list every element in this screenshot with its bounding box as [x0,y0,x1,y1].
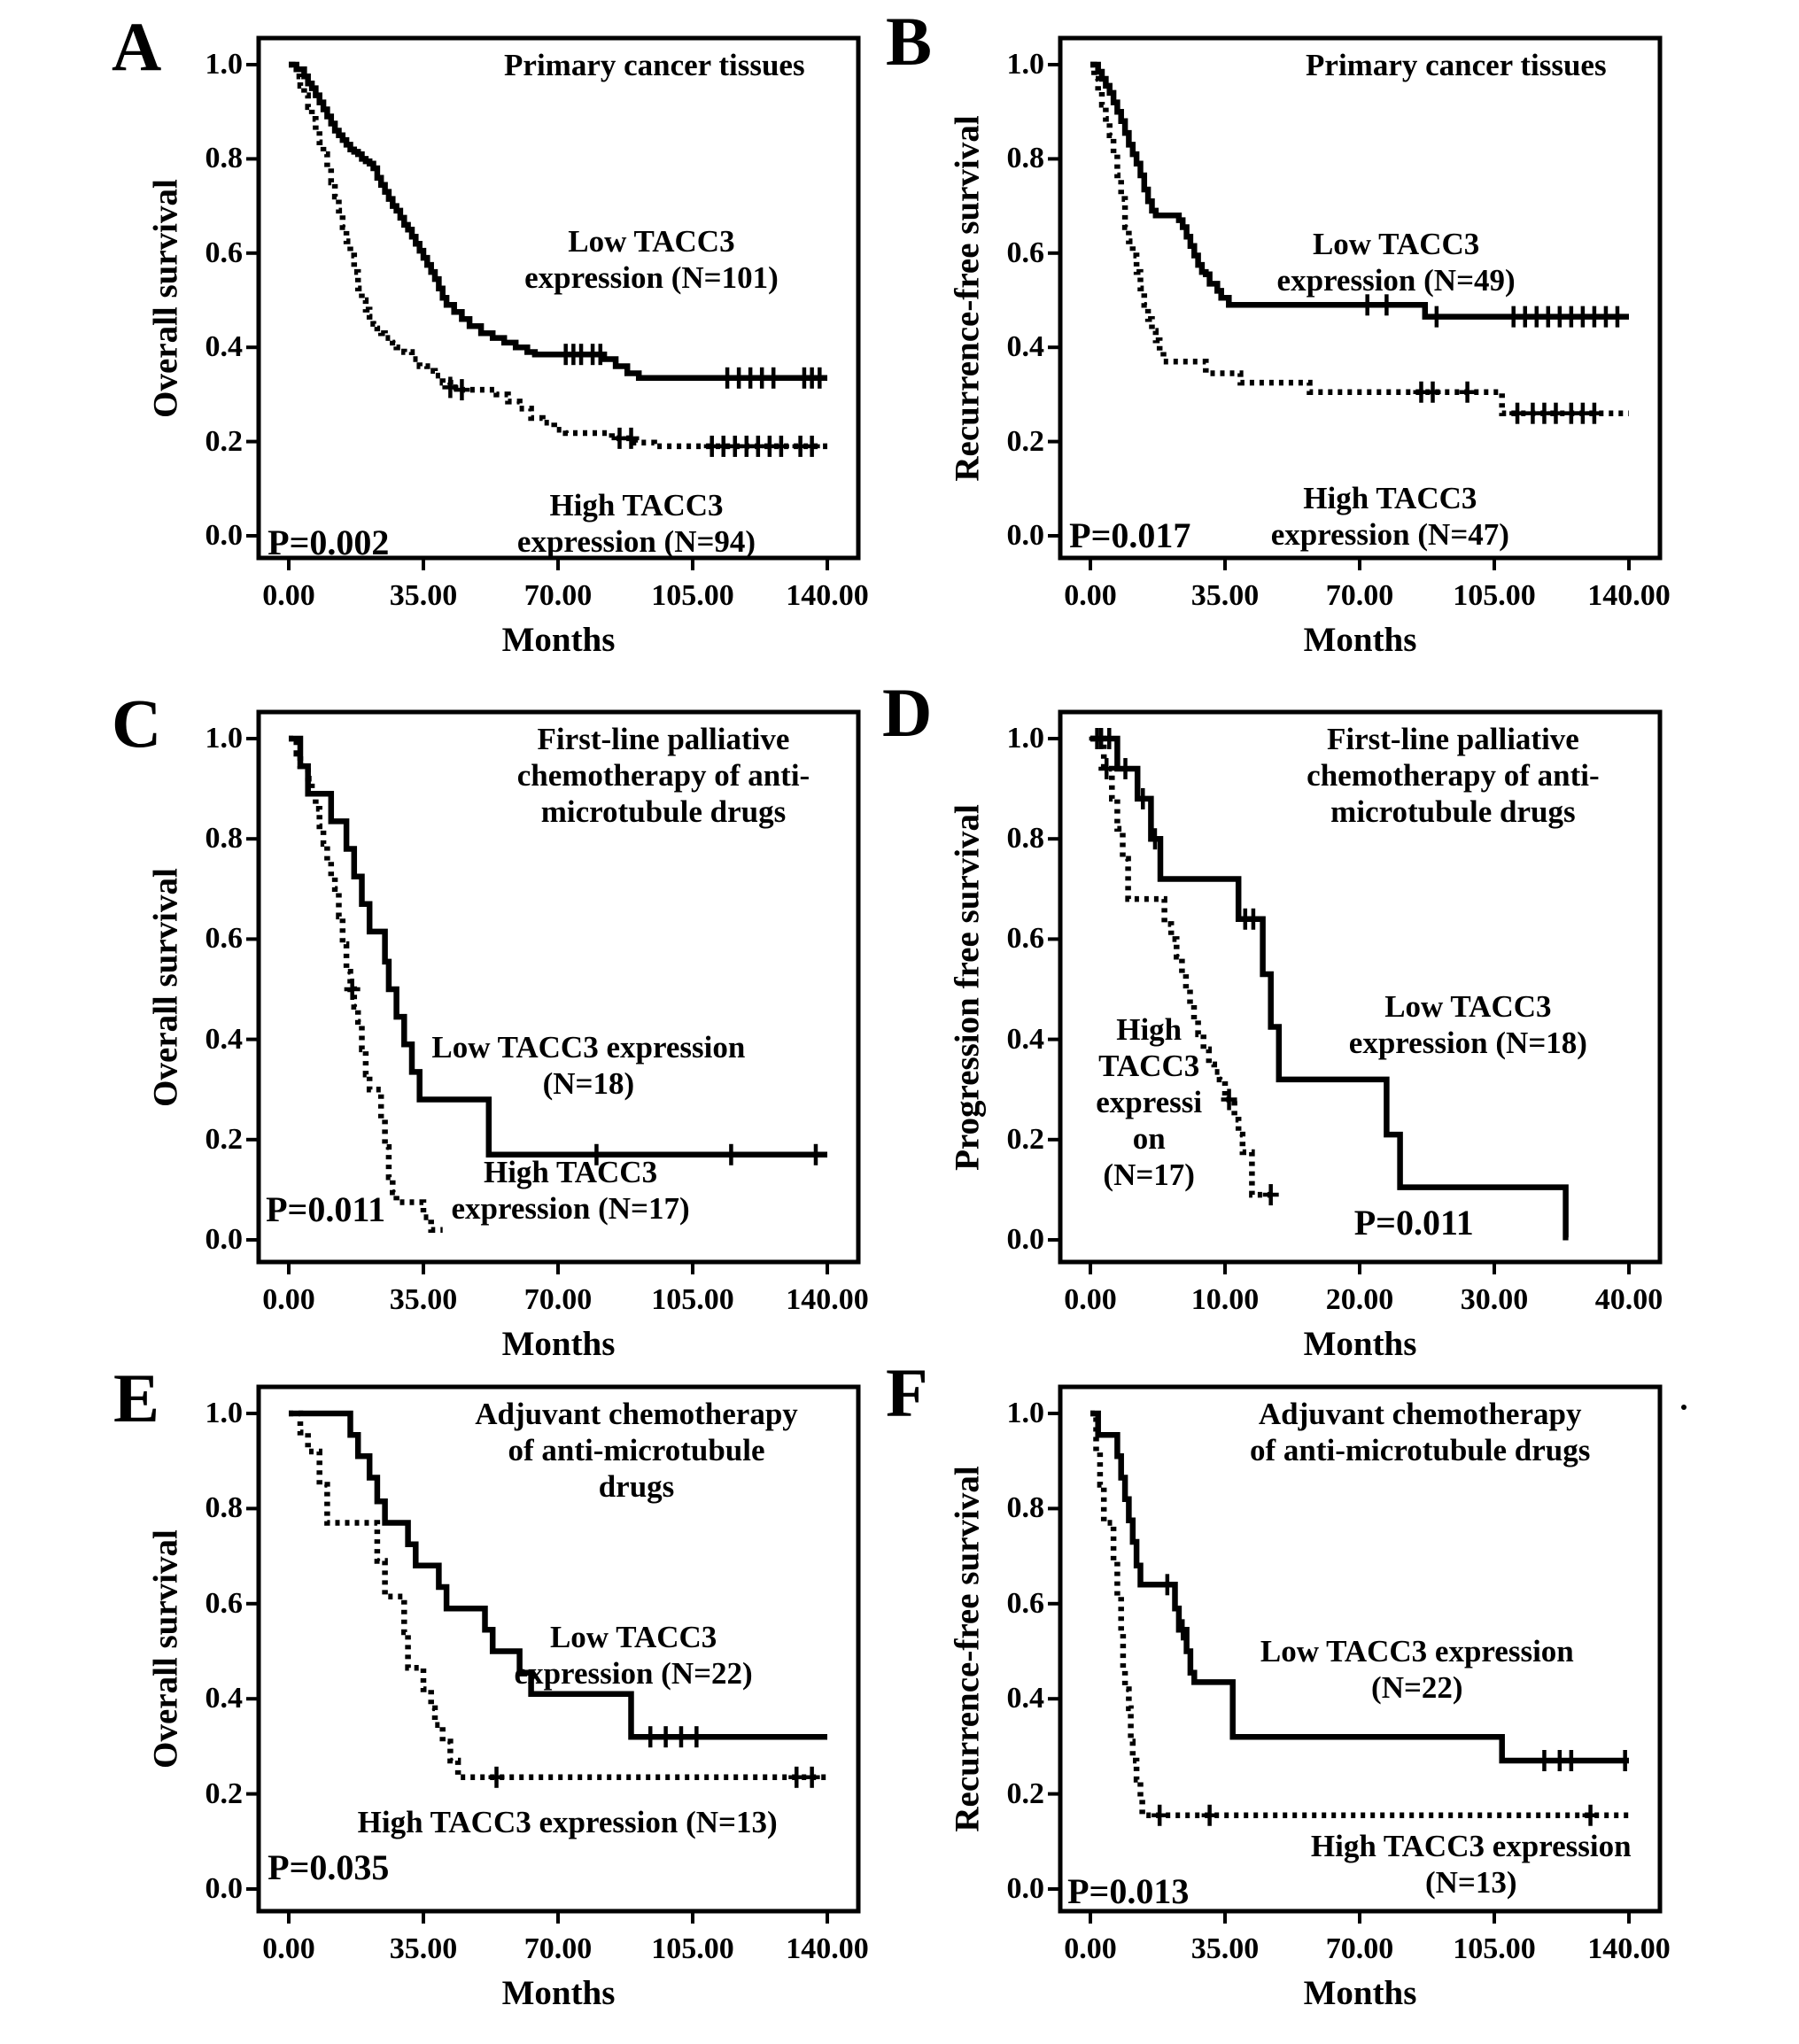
legend-low-tacc3-b-line: expression (N=49) [1276,262,1516,298]
y-tick-label-e-1.0: 1.0 [205,1397,243,1429]
chart-title-a [504,47,805,83]
chart-title-d-line: microtubule drugs [1330,794,1576,829]
y-tick-label-a-1.0: 1.0 [205,48,243,81]
legend-low-tacc3-e [515,1619,753,1692]
legend-low-tacc3-a-line: expression (N=101) [524,260,779,295]
x-tick-label-c-70.00: 70.00 [523,1283,593,1316]
legend-low-tacc3-a-line: Low TACC3 [568,224,735,259]
y-tick-label-c-0.0: 0.0 [205,1223,243,1256]
y-tick-label-b-1.0: 1.0 [1006,48,1044,81]
y-axis-title-a: Overall survival [146,178,185,418]
y-tick-label-a-0.8: 0.8 [205,142,243,175]
y-tick-label-e-0.8: 0.8 [205,1491,243,1525]
y-tick-label-e-0.0: 0.0 [205,1872,243,1905]
x-tick-label-b-140.00: 140.00 [1587,579,1671,612]
x-tick-label-d-20.00: 20.00 [1325,1283,1394,1316]
y-tick-label-b-0.0: 0.0 [1006,519,1044,552]
panel-letter-c: C [112,685,162,762]
panel-letter-d: D [882,674,933,751]
panel-letter-a: A [112,8,162,85]
y-axis-title-e: Overall survival [146,1529,185,1769]
x-tick-label-e-140.00: 140.00 [786,1932,869,1965]
p-value-label-b: P=0.017 [1069,515,1191,555]
chart-title-e-line: drugs [598,1468,675,1504]
legend-low-tacc3-b [1277,226,1516,298]
chart-title-c-line: First-line palliative [537,721,790,756]
chart-title-f-line: of anti-microtubule drugs [1250,1432,1591,1467]
legend-high-tacc3-d-line: expressi [1096,1084,1203,1119]
x-tick-label-b-70.00: 70.00 [1325,579,1394,612]
x-tick-label-a-70.00: 70.00 [523,579,593,612]
chart-title-b-line: Primary cancer tissues [1306,47,1607,82]
legend-high-tacc3-d-line: on [1132,1120,1166,1156]
legend-high-tacc3-f [1311,1828,1632,1901]
panel-letter-e: E [113,1359,160,1436]
y-axis-title-c: Overall survival [146,867,185,1107]
legend-high-tacc3-c-line: High TACC3 [483,1155,658,1190]
legend-low-tacc3-e-line: expression (N=22) [514,1655,753,1691]
panel-letter-f: F [886,1354,928,1431]
survival-curve-high-tacc3-f [1090,1413,1629,1816]
legend-low-tacc3-f-line: Low TACC3 expression [1260,1634,1574,1668]
y-tick-label-e-0.2: 0.2 [205,1777,243,1810]
x-tick-label-b-35.00: 35.00 [1190,579,1260,612]
x-tick-label-b-0.00: 0.00 [1064,579,1117,612]
legend-low-tacc3-d [1349,988,1587,1061]
legend-high-tacc3-a-line: High TACC3 [549,487,724,523]
legend-low-tacc3-b-line: Low TACC3 [1312,226,1480,261]
y-tick-label-d-0.0: 0.0 [1006,1223,1044,1256]
x-tick-label-c-35.00: 35.00 [389,1283,458,1316]
p-value-label-c: P=0.011 [266,1189,386,1230]
x-tick-label-e-0.00: 0.00 [262,1932,315,1965]
legend-high-tacc3-e [358,1804,778,1840]
p-value-label-e: P=0.035 [268,1847,390,1887]
y-tick-label-a-0.0: 0.0 [205,519,243,552]
y-tick-label-b-0.2: 0.2 [1006,424,1044,458]
p-value-label-a: P=0.002 [268,522,390,562]
legend-high-tacc3-f-line: (N=13) [1424,1865,1517,1901]
chart-title-f-line: Adjuvant chemotherapy [1258,1396,1582,1431]
y-tick-label-c-1.0: 1.0 [205,722,243,755]
y-tick-label-f-0.6: 0.6 [1006,1586,1044,1620]
chart-title-c-line: chemotherapy of anti- [516,757,810,793]
y-tick-label-d-0.8: 0.8 [1006,822,1044,856]
x-axis-title-f: Months [1303,1974,1417,2012]
x-tick-label-c-105.00: 105.00 [651,1283,734,1316]
chart-title-e-line: of anti-microtubule [508,1432,765,1467]
y-tick-label-c-0.2: 0.2 [205,1122,243,1156]
x-tick-label-f-105.00: 105.00 [1453,1932,1536,1965]
y-tick-label-b-0.4: 0.4 [1006,330,1044,364]
x-tick-label-d-30.00: 30.00 [1460,1283,1529,1316]
legend-high-tacc3-e-line: High TACC3 expression (N=13) [357,1805,778,1840]
y-tick-label-c-0.8: 0.8 [205,822,243,856]
y-tick-label-d-0.6: 0.6 [1006,922,1044,956]
y-axis-title-d: Progression free survival [948,803,987,1171]
x-tick-label-e-105.00: 105.00 [651,1932,734,1965]
x-tick-label-a-105.00: 105.00 [651,579,734,612]
survival-curve-low-tacc3-a [289,65,827,378]
chart-title-d-line: First-line palliative [1327,721,1579,756]
x-axis-title-b: Months [1303,621,1417,659]
x-axis-title-a: Months [501,621,616,659]
y-tick-label-f-0.4: 0.4 [1006,1682,1044,1715]
legend-high-tacc3-a [517,487,756,560]
legend-high-tacc3-b [1271,480,1509,553]
x-tick-label-c-0.00: 0.00 [262,1283,315,1316]
x-tick-label-f-0.00: 0.00 [1064,1932,1117,1965]
x-axis-title-c: Months [501,1325,616,1363]
p-value-label-d: P=0.011 [1353,1202,1474,1243]
plot-box-a [259,38,858,558]
x-axis-title-e: Months [501,1974,616,2012]
chart-title-e-line: Adjuvant chemotherapy [475,1396,798,1431]
panel-letter-b: B [886,3,933,80]
chart-title-d-line: chemotherapy of anti- [1307,757,1600,793]
legend-high-tacc3-d [1096,1011,1202,1193]
y-tick-label-c-0.6: 0.6 [205,922,243,956]
legend-high-tacc3-d-line: High [1116,1011,1183,1047]
legend-high-tacc3-a-line: expression (N=94) [516,523,756,559]
x-tick-label-b-105.00: 105.00 [1453,579,1536,612]
legend-high-tacc3-b-line: expression (N=47) [1270,516,1509,552]
x-tick-label-e-70.00: 70.00 [523,1932,593,1965]
y-tick-label-f-0.2: 0.2 [1006,1777,1044,1810]
legend-high-tacc3-d-line: (N=17) [1103,1157,1195,1192]
y-tick-label-d-0.4: 0.4 [1006,1022,1044,1056]
x-tick-label-a-0.00: 0.00 [262,579,315,612]
stray-period-dot [1681,1405,1687,1410]
legend-low-tacc3-c-line: Low TACC3 expression [431,1029,746,1065]
x-tick-label-f-35.00: 35.00 [1190,1932,1260,1965]
y-tick-label-d-0.2: 0.2 [1006,1122,1044,1156]
p-value-label-f: P=0.013 [1067,1870,1190,1911]
legend-high-tacc3-b-line: High TACC3 [1303,480,1477,515]
legend-high-tacc3-d-line: TACC3 [1098,1048,1200,1083]
x-tick-label-a-140.00: 140.00 [786,579,869,612]
x-tick-label-e-35.00: 35.00 [389,1932,458,1965]
x-tick-label-f-70.00: 70.00 [1325,1932,1394,1965]
legend-high-tacc3-c [451,1154,689,1227]
legend-high-tacc3-c-line: expression (N=17) [451,1191,690,1227]
survival-curve-high-tacc3-c [289,739,443,1230]
y-tick-label-f-1.0: 1.0 [1006,1397,1044,1429]
legend-low-tacc3-c [431,1029,745,1102]
y-tick-label-f-0.0: 0.0 [1006,1872,1044,1905]
y-axis-title-b: Recurrence-free survival [948,114,987,482]
x-axis-title-d: Months [1303,1325,1417,1363]
y-tick-label-a-0.4: 0.4 [205,330,243,364]
x-tick-label-d-10.00: 10.00 [1190,1283,1260,1316]
x-tick-label-a-35.00: 35.00 [389,579,458,612]
chart-title-d [1307,721,1600,830]
legend-high-tacc3-f-line: High TACC3 expression [1310,1829,1632,1864]
y-tick-label-a-0.6: 0.6 [205,236,243,269]
x-tick-label-f-140.00: 140.00 [1587,1932,1671,1965]
y-tick-label-e-0.4: 0.4 [205,1682,243,1715]
y-axis-title-f: Recurrence-free survival [948,1466,987,1832]
legend-low-tacc3-d-line: expression (N=18) [1348,1026,1587,1061]
y-tick-label-b-0.6: 0.6 [1006,236,1044,269]
chart-title-a-line: Primary cancer tissues [504,47,805,82]
legend-low-tacc3-c-line: (N=18) [542,1065,635,1101]
chart-title-c [517,721,810,830]
y-tick-label-a-0.2: 0.2 [205,424,243,458]
y-tick-label-b-0.8: 0.8 [1006,142,1044,175]
chart-title-e [475,1396,798,1505]
x-tick-label-c-140.00: 140.00 [786,1283,869,1316]
legend-low-tacc3-a [524,223,779,296]
chart-title-b [1306,47,1607,83]
legend-low-tacc3-e-line: Low TACC3 [549,1619,717,1654]
y-tick-label-e-0.6: 0.6 [205,1586,243,1620]
legend-low-tacc3-d-line: Low TACC3 [1384,989,1552,1025]
legend-low-tacc3-f [1260,1633,1574,1706]
y-tick-label-f-0.8: 0.8 [1006,1491,1044,1525]
x-tick-label-d-40.00: 40.00 [1594,1283,1663,1316]
y-tick-label-d-1.0: 1.0 [1006,722,1044,755]
legend-low-tacc3-f-line: (N=22) [1371,1670,1463,1705]
x-tick-label-d-0.00: 0.00 [1064,1283,1117,1316]
y-tick-label-c-0.4: 0.4 [205,1022,243,1056]
chart-title-c-line: microtubule drugs [540,794,787,829]
chart-title-f [1250,1396,1590,1468]
